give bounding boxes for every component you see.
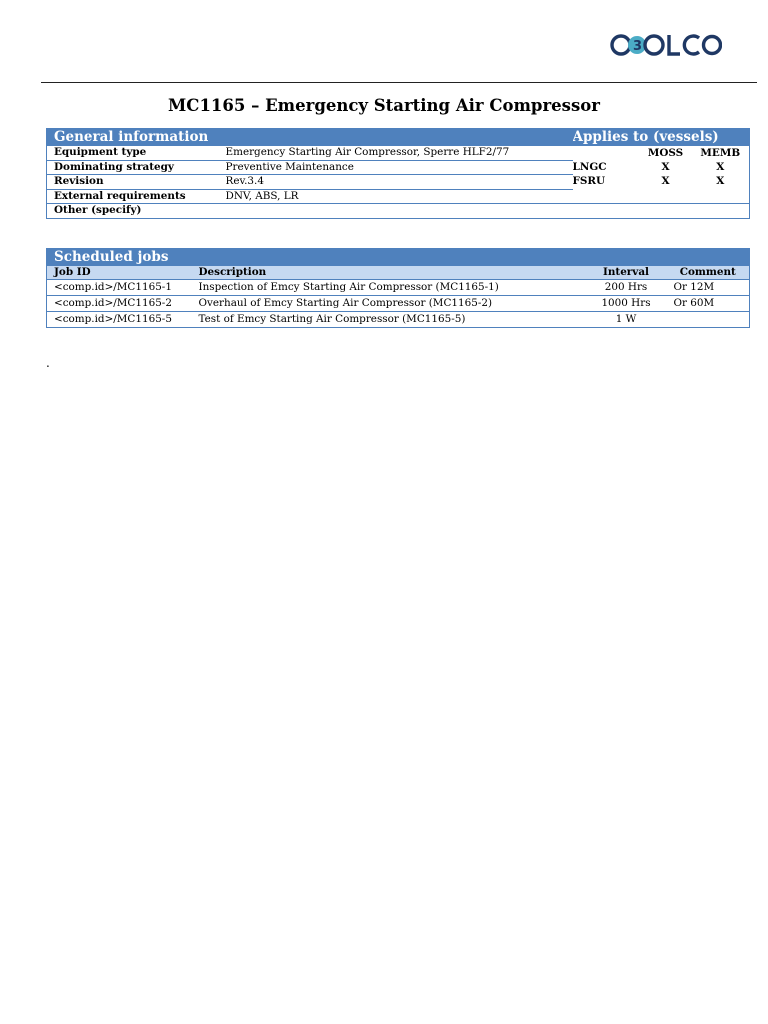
value-other-specify	[219, 204, 573, 219]
label-external-requirements: External requirements	[47, 189, 219, 204]
svg-text:3: 3	[633, 39, 643, 54]
col-moss: MOSS	[647, 146, 684, 159]
col-description: Description	[192, 266, 586, 280]
table-row	[47, 280, 750, 296]
job-id: <comp.id>/MC1165-5	[47, 312, 192, 328]
general-information-table	[46, 128, 750, 219]
job-interval: 1000 Hrs	[586, 296, 667, 312]
vessel-lngc: LNGC	[572, 160, 607, 173]
col-memb: MEMB	[700, 146, 741, 159]
scheduled-jobs-header: Scheduled jobs	[47, 249, 750, 267]
job-interval: 200 Hrs	[586, 280, 667, 296]
label-other-specify: Other (specify)	[54, 204, 142, 217]
job-description: Inspection of Emcy Starting Air Compressor (MC1165-1)	[192, 280, 586, 296]
coolco-logo	[610, 32, 722, 58]
document-title: MC1165 – Emergency Starting Air Compressor	[168, 96, 600, 115]
fsru-moss: X	[661, 175, 670, 188]
value-equipment-type: Emergency Starting Air Compressor, Sperre HLF2/77	[219, 146, 573, 160]
value-external-requirements: DNV, ABS, LR	[219, 189, 573, 204]
table-row	[47, 312, 750, 328]
col-interval: Interval	[586, 266, 667, 280]
scheduled-jobs-table	[46, 248, 750, 328]
col-comment: Comment	[667, 266, 750, 280]
label-revision: Revision	[47, 175, 219, 190]
label-dominating-strategy: Dominating strategy	[47, 160, 219, 175]
table-row	[47, 296, 750, 312]
value-revision: Rev.3.4	[219, 175, 573, 190]
general-information-header: General information	[47, 129, 573, 147]
vessel-fsru: FSRU	[572, 175, 606, 188]
trailing-mark: .	[46, 356, 50, 370]
job-description: Overhaul of Emcy Starting Air Compressor (MC1165-2)	[192, 296, 586, 312]
lngc-memb: X	[716, 160, 725, 173]
job-comment	[667, 312, 750, 328]
col-job-id: Job ID	[47, 266, 192, 280]
header-rule	[41, 82, 757, 83]
value-dominating-strategy: Preventive Maintenance	[219, 160, 573, 175]
job-comment: Or 12M	[667, 280, 750, 296]
job-id: <comp.id>/MC1165-1	[47, 280, 192, 296]
job-id: <comp.id>/MC1165-2	[47, 296, 192, 312]
label-equipment-type: Equipment type	[47, 146, 219, 160]
job-description: Test of Emcy Starting Air Compressor (MC1165-5)	[192, 312, 586, 328]
job-interval: 1 W	[586, 312, 667, 328]
fsru-memb: X	[716, 175, 725, 188]
applies-to-header: Applies to (vessels)	[573, 129, 750, 147]
job-comment: Or 60M	[667, 296, 750, 312]
lngc-moss: X	[661, 160, 670, 173]
